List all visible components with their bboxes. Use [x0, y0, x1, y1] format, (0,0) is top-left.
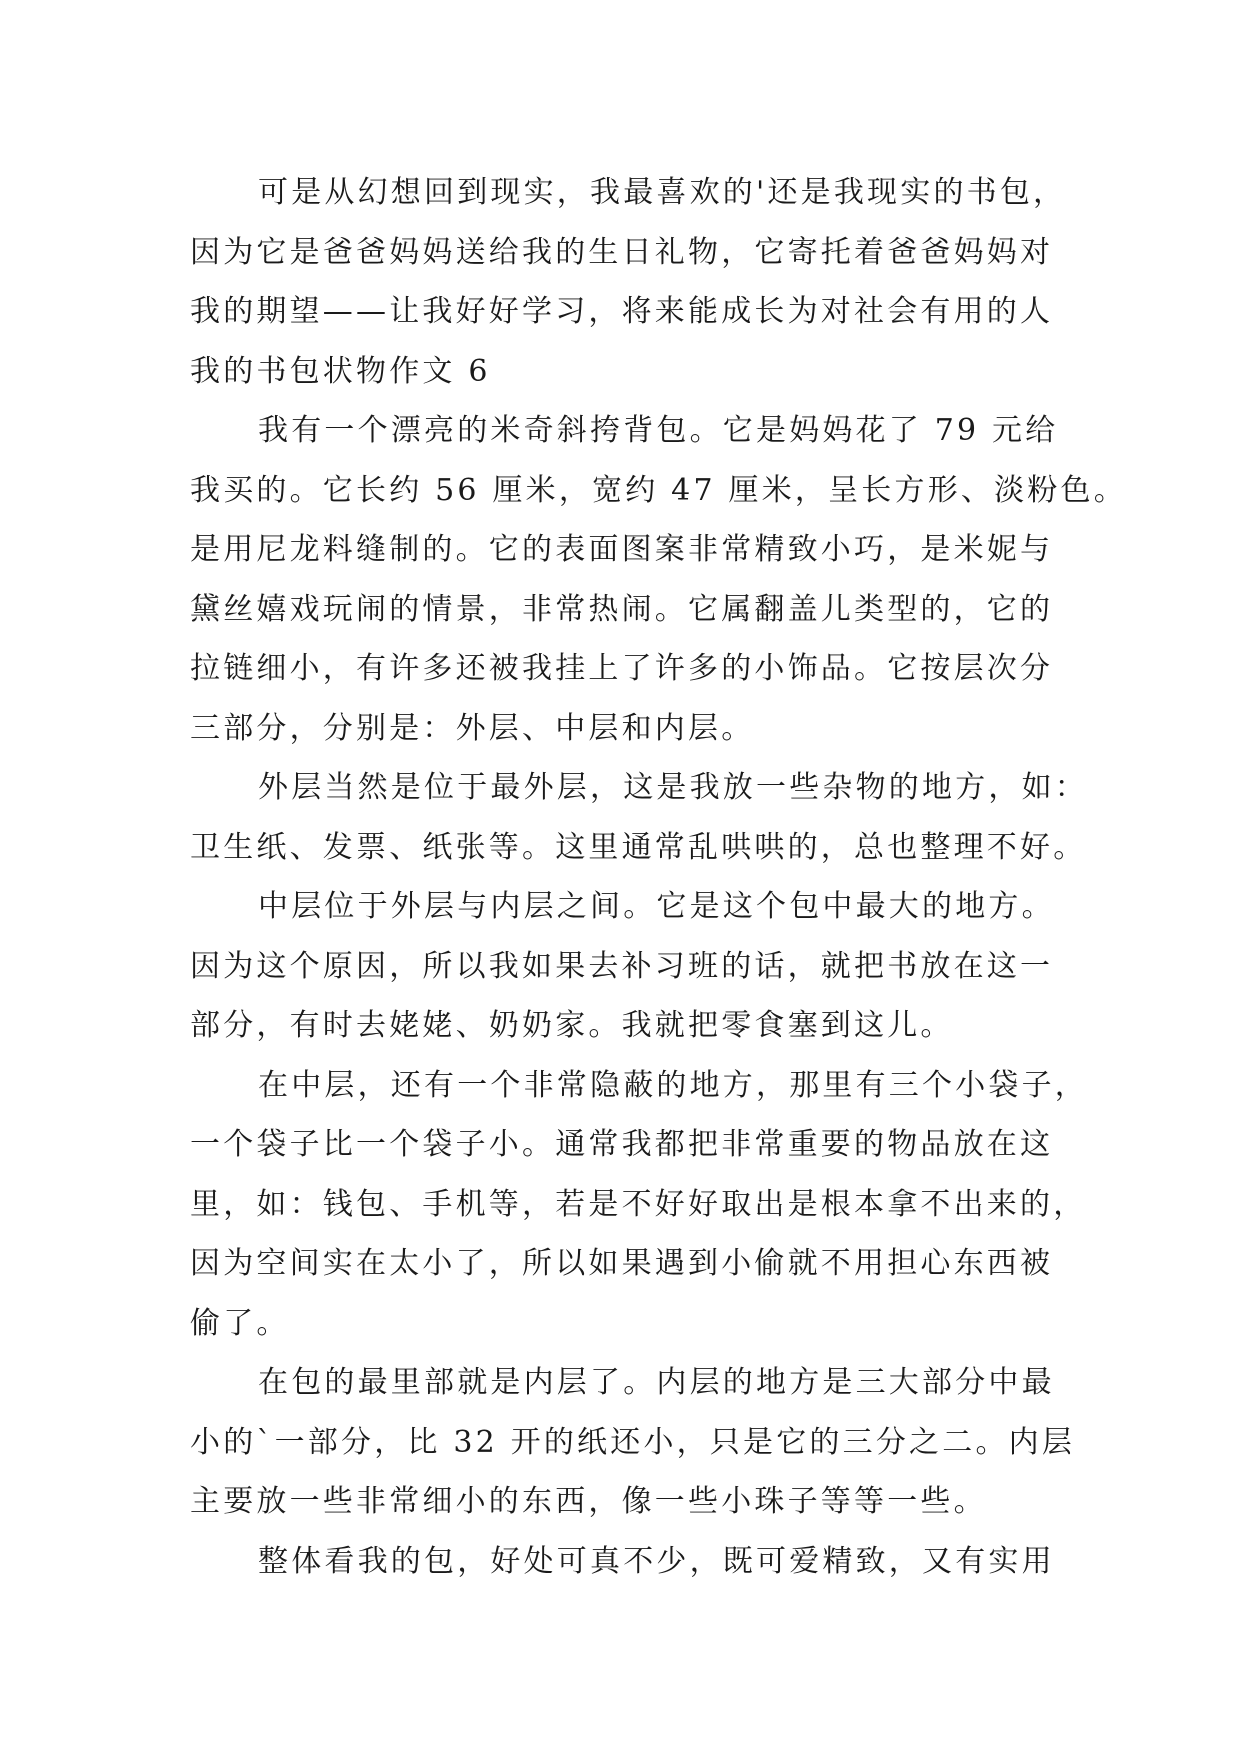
text-line: 是用尼龙料缝制的。它的表面图案非常精致小巧，是米妮与	[190, 532, 1054, 567]
text-line: 中层位于外层与内层之间。它是这个包中最大的地方。	[258, 889, 1055, 924]
text-line: 黛丝嬉戏玩闹的情景，非常热闹。它属翻盖儿类型的，它的	[190, 591, 1054, 627]
text-line: 三部分，分别是：外层、中层和内层。	[190, 710, 755, 746]
text-line: 小的`一部分，比 32 开的纸还小，只是它的三分之二。内层	[190, 1424, 1076, 1460]
text-line: 我买的。它长约 56 厘米，宽约 47 厘米，呈长方形、淡粉色。	[190, 472, 1127, 508]
text-line: 卫生纸、发票、纸张等。这里通常乱哄哄的，总也整理不好。	[190, 829, 1087, 865]
text-line: 因为它是爸爸妈妈送给我的生日礼物，它寄托着爸爸妈妈对	[190, 234, 1054, 270]
text-line: 主要放一些非常细小的东西，像一些小珠子等等一些。	[190, 1484, 987, 1519]
text-line: 一个袋子比一个袋子小。通常我都把非常重要的物品放在这	[190, 1127, 1054, 1162]
document-body	[190, 163, 1127, 1591]
text-line: 我的书包状物作文 6	[190, 353, 491, 389]
text-line: 我有一个漂亮的米奇斜挎背包。它是妈妈花了 79 元给	[258, 413, 1059, 448]
text-line: 可是从幻想回到现实，我最喜欢的'还是我现实的书包，	[258, 175, 1067, 210]
text-line: 在中层，还有一个非常隐蔽的地方，那里有三个小袋子，	[258, 1067, 1088, 1103]
text-line: 我的期望——让我好好学习，将来能成长为对社会有用的人	[190, 294, 1054, 329]
text-line: 因为空间实在太小了，所以如果遇到小偷就不用担心东西被	[190, 1246, 1054, 1281]
text-line: 拉链细小，有许多还被我挂上了许多的小饰品。它按层次分	[190, 651, 1054, 686]
text-line: 外层当然是位于最外层，这是我放一些杂物的地方，如：	[258, 770, 1088, 805]
text-line: 里，如：钱包、手机等，若是不好好取出是根本拿不出来的，	[190, 1186, 1087, 1222]
text-line: 整体看我的包，好处可真不少，既可爱精致，又有实用	[258, 1543, 1055, 1579]
text-line: 因为这个原因，所以我如果去补习班的话，就把书放在这一	[190, 948, 1054, 984]
text-line: 偷了。	[190, 1305, 290, 1341]
text-line: 部分，有时去姥姥、奶奶家。我就把零食塞到这儿。	[190, 1008, 954, 1043]
text-line: 在包的最里部就是内层了。内层的地方是三大部分中最	[258, 1365, 1055, 1400]
